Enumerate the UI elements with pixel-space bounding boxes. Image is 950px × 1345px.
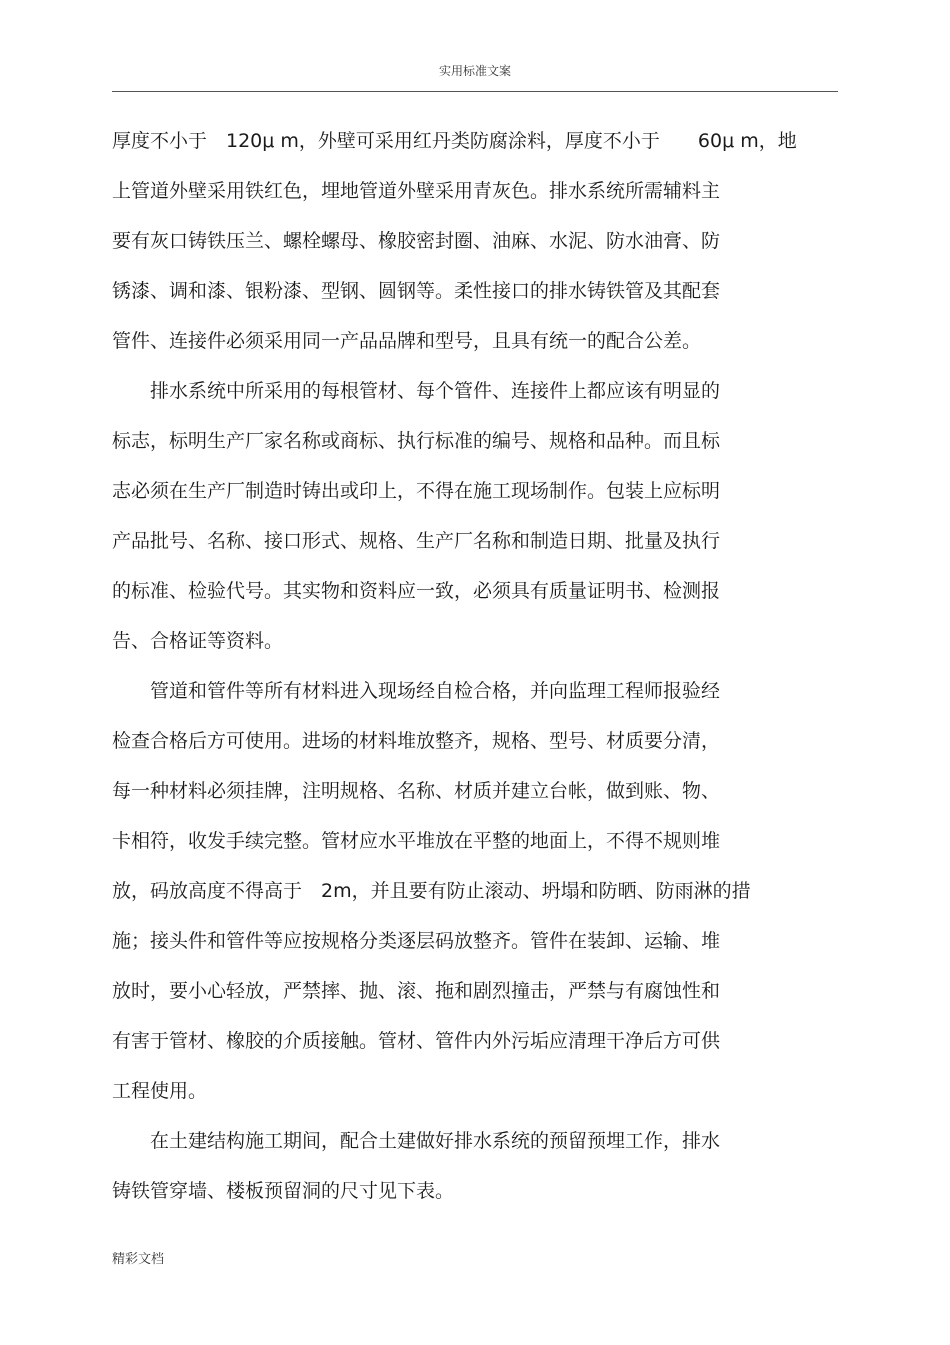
- text-line: 每一种材料必须挂牌，注明规格、名称、材质并建立台帐，做到账、物、: [112, 780, 721, 802]
- text-line: 排水系统中所采用的每根管材、每个管件、连接件上都应该有明显的: [112, 380, 721, 402]
- text-line: 产品批号、名称、接口形式、规格、生产厂名称和制造日期、批量及执行: [112, 530, 721, 552]
- text-line: 告、合格证等资料。: [112, 630, 284, 652]
- text-line: 有害于管材、橡胶的介质接触。管材、管件内外污垢应清理干净后方可供: [112, 1030, 721, 1052]
- text-line: 卡相符，收发手续完整。管材应水平堆放在平整的地面上，不得不规则堆: [112, 830, 721, 852]
- page-footer: 精彩文档: [112, 1252, 165, 1267]
- text-line: 在土建结构施工期间，配合土建做好排水系统的预留预埋工作，排水: [112, 1130, 721, 1152]
- text-line: 厚度不小于 120μ m，外壁可采用红丹类防腐涂料，厚度不小于 60μ m，地: [112, 130, 797, 152]
- text-line: 放，码放高度不得高于 2m，并且要有防止滚动、坍塌和防晒、防雨淋的措: [112, 880, 751, 902]
- text-line: 的标准、检验代号。其实物和资料应一致，必须具有质量证明书、检测报: [112, 580, 721, 602]
- text-line: 志必须在生产厂制造时铸出或印上，不得在施工现场制作。包装上应标明: [112, 480, 721, 502]
- text-line: 管道和管件等所有材料进入现场经自检合格，并向监理工程师报验经: [112, 680, 721, 702]
- text-line: 锈漆、调和漆、银粉漆、型钢、圆钢等。柔性接口的排水铸铁管及其配套: [112, 280, 721, 302]
- text-line: 放时，要小心轻放，严禁摔、抛、滚、拖和剧烈撞击，严禁与有腐蚀性和: [112, 980, 721, 1002]
- text-line: 要有灰口铸铁压兰、螺栓螺母、橡胶密封圈、油麻、水泥、防水油膏、防: [112, 230, 721, 252]
- text-line: 上管道外壁采用铁红色，埋地管道外壁采用青灰色。排水系统所需辅料主: [112, 180, 721, 202]
- text-line: 检查合格后方可使用。进场的材料堆放整齐，规格、型号、材质要分清，: [112, 730, 721, 752]
- text-line: 施；接头件和管件等应按规格分类逐层码放整齐。管件在装卸、运输、堆: [112, 930, 721, 952]
- page-header: 实用标准文案: [438, 64, 511, 78]
- text-line: 标志，标明生产厂家名称或商标、执行标准的编号、规格和品种。而且标: [112, 430, 721, 452]
- text-line: 工程使用。: [112, 1080, 208, 1102]
- text-line: 铸铁管穿墙、楼板预留洞的尺寸见下表。: [112, 1180, 455, 1202]
- text-line: 管件、连接件必须采用同一产品品牌和型号，且具有统一的配合公差。: [112, 330, 702, 352]
- document-body: [112, 116, 842, 1216]
- header-divider: [112, 91, 838, 92]
